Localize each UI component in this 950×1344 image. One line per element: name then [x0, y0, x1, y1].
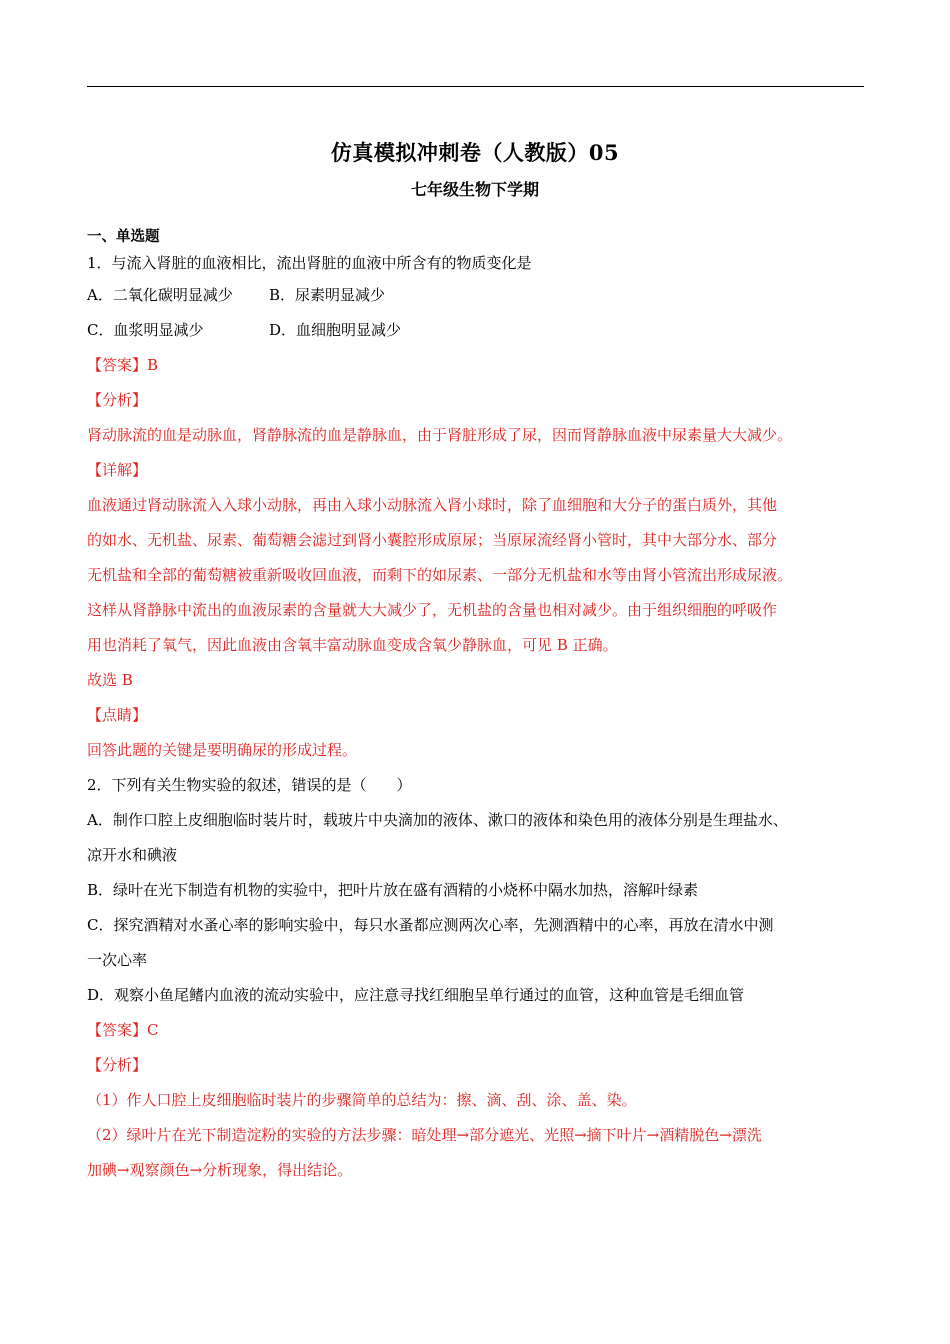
q1-option-d: D．血细胞明显减少 — [269, 321, 402, 339]
q2-analysis-line: （1）作人口腔上皮细胞临时装片的步骤简单的总结为：擦、滴、刮、涂、盖、染。 — [87, 1091, 637, 1109]
q1-stem: 1．与流入肾脏的血液相比，流出肾脏的血液中所含有的物质变化是 — [87, 254, 532, 272]
q1-option-c: C．血浆明显减少 — [87, 321, 204, 339]
q2-option-a-line: A．制作口腔上皮细胞临时装片时，载玻片中央滴加的液体、漱口的液体和染色用的液体分别是生理盐水、 — [87, 811, 788, 829]
q1-answer: 【答案】B — [87, 356, 159, 374]
q1-detail-line: 用也消耗了氧气，因此血液由含氧丰富动脉血变成含氧少静脉血，可见 B 正确。 — [87, 636, 618, 654]
q2-option-b: B．绿叶在光下制造有机物的实验中，把叶片放在盛有酒精的小烧杯中隔水加热，溶解叶绿素 — [87, 881, 699, 899]
q2-answer: 【答案】C — [87, 1021, 159, 1039]
q2-stem: 2．下列有关生物实验的叙述，错误的是（ ） — [87, 776, 412, 794]
document-body — [87, 226, 867, 1188]
header-rule — [87, 86, 864, 87]
q2-option-c-line: 一次心率 — [87, 951, 148, 969]
document-title: 仿真模拟冲刺卷（人教版）05 — [330, 140, 620, 165]
q2-analysis-tag: 【分析】 — [87, 1056, 148, 1074]
q1-options-row-1 — [87, 278, 867, 313]
q1-detail-tag: 【详解】 — [87, 461, 148, 479]
q1-analysis-tag: 【分析】 — [87, 391, 148, 409]
q1-detail-line: 无机盐和全部的葡萄糖被重新吸收回血液，而剩下的如尿素、一部分无机盐和水等由肾小管流出形成尿液。 — [87, 566, 793, 584]
section-heading: 一、单选题 — [87, 228, 160, 245]
q1-option-a: A．二氧化碳明显减少 — [87, 286, 233, 304]
q1-detail-line: 这样从肾静脉中流出的血液尿素的含量就大大减少了，无机盐的含量也相对减少。由于组织细胞的呼吸作 — [87, 601, 778, 619]
q1-detail-line: 血液通过肾动脉流入入球小动脉，再由入球小动脉流入肾小球时，除了血细胞和大分子的蛋白质外，其他 — [87, 496, 778, 514]
q2-analysis-line: 加碘→观察颜色→分析现象，得出结论。 — [87, 1161, 353, 1179]
q1-analysis: 肾动脉流的血是动脉血，肾静脉流的血是静脉血，由于肾脏形成了尿，因而肾静脉血液中尿素量大大减少。 — [87, 426, 793, 444]
q1-option-b: B．尿素明显减少 — [269, 286, 386, 304]
document-subtitle: 七年级生物下学期 — [410, 180, 539, 199]
q1-comment: 回答此题的关键是要明确尿的形成过程。 — [87, 741, 358, 759]
q1-options-row-2 — [87, 313, 867, 348]
q2-option-a-line: 凉开水和碘液 — [87, 846, 178, 864]
q1-detail-line: 的如水、无机盐、尿素、葡萄糖会滤过到肾小囊腔形成原尿；当原尿流经肾小管时，其中大部分水、部分 — [87, 531, 778, 549]
q1-comment-tag: 【点睛】 — [87, 706, 148, 724]
q2-option-d: D．观察小鱼尾鳍内血液的流动实验中，应注意寻找红细胞呈单行通过的血管，这种血管是毛细血管 — [87, 986, 745, 1004]
q2-analysis-line: （2）绿叶片在光下制造淀粉的实验的方法步骤：暗处理→部分遮光、光照→摘下叶片→酒精脱色→漂洗 — [87, 1126, 762, 1144]
q1-conclusion: 故选 B — [87, 671, 133, 689]
q2-option-c-line: C．探究酒精对水蚤心率的影响实验中，每只水蚤都应测两次心率，先测酒精中的心率，再放在清水中测 — [87, 916, 774, 934]
